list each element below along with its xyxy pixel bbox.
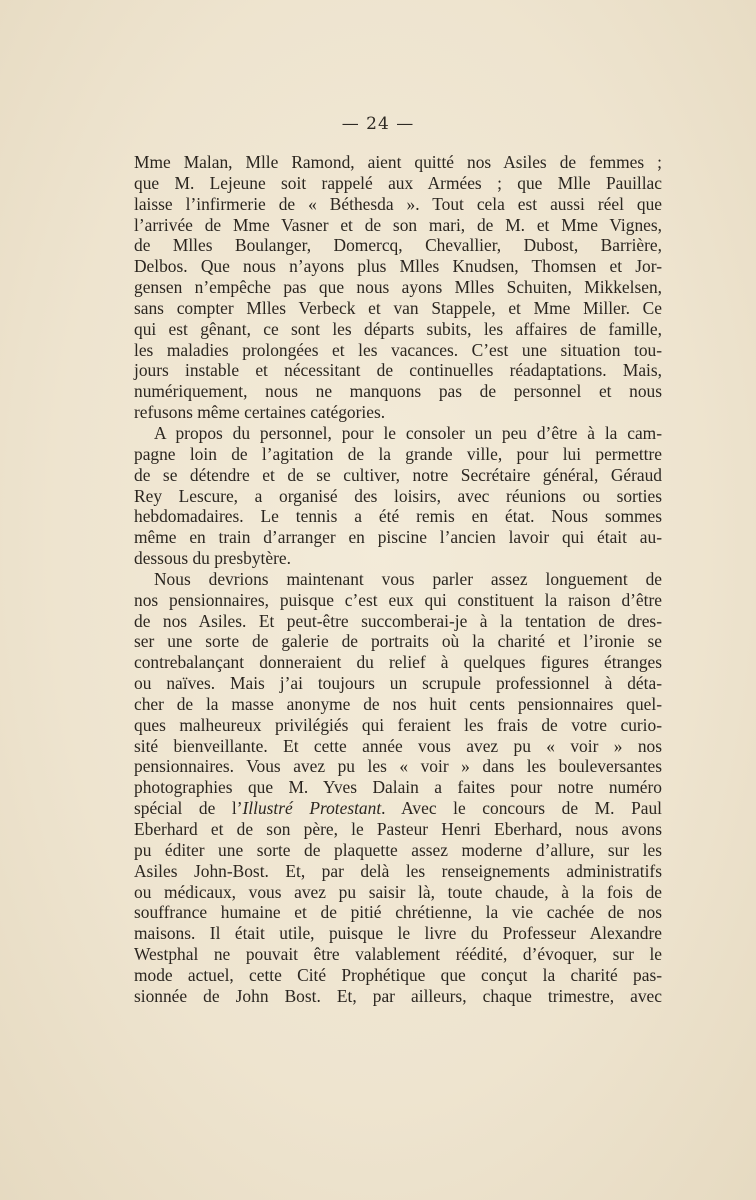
- text-line: de Mlles Boulanger, Domercq, Chevallier, Dubost, Barrière,: [134, 235, 662, 256]
- text-line: maisons. Il était utile, puisque le livre du Professeur Alexandre: [134, 923, 662, 944]
- text-line: sionnée de John Bost. Et, par ailleurs, chaque trimestre, avec: [134, 985, 662, 1006]
- text-line: Asiles John-Bost. Et, par delà les renseignements administratifs: [134, 860, 662, 881]
- text-line: [134, 798, 662, 819]
- text-line: hebdomadaires. Le tennis a été remis en état. Nous sommes: [134, 506, 662, 527]
- italic-title: Illustré Protestant: [242, 798, 382, 819]
- text-line: les maladies prolongées et les vacances. C’est une situation tou-: [134, 339, 662, 360]
- text-line: Delbos. Que nous n’ayons plus Mlles Knudsen, Thomsen et Jor-: [134, 256, 662, 277]
- text-line: l’arrivée de Mme Vasner et de son mari, de M. et Mme Vignes,: [134, 214, 662, 235]
- text-line: Nous devrions maintenant vous parler assez longuement de: [154, 568, 662, 589]
- text-line: qui est gênant, ce sont les départs subits, les affaires de famille,: [134, 318, 662, 339]
- text-segment: spécial de l’: [134, 798, 243, 819]
- text-line: cher de la masse anonyme de nos huit cents pensionnaires quel-: [134, 693, 662, 714]
- text-line: sans compter Mlles Verbeck et van Stappele, et Mme Miller. Ce: [134, 297, 662, 318]
- text-line: refusons même certaines catégories.: [134, 402, 386, 423]
- text-line: pagne loin de l’agitation de la grande ville, pour lui permettre: [134, 443, 662, 464]
- text-line: sité bienveillante. Et cette année vous avez pu « voir » nos: [134, 735, 662, 756]
- text-line: pensionnaires. Vous avez pu les « voir » dans les bouleversantes: [134, 756, 662, 777]
- text-line: mode actuel, cette Cité Prophétique que conçut la charité pas-: [134, 964, 662, 985]
- text-line: laisse l’infirmerie de « Béthesda ». Tout cela est aussi réel que: [134, 193, 662, 214]
- text-line: contrebalançant donneraient du relief à quelques figures étranges: [134, 652, 662, 673]
- body-text: [134, 152, 662, 1007]
- text-line: ser une sorte de galerie de portraits où la charité et l’ironie se: [134, 631, 662, 652]
- text-line: même en train d’arranger en piscine l’ancien lavoir qui était au-: [134, 527, 662, 548]
- text-line: pu éditer une sorte de plaquette assez moderne d’allure, sur les: [134, 839, 662, 860]
- text-line: gensen n’empêche pas que nous ayons Mlles Schuiten, Mikkelsen,: [134, 277, 662, 298]
- text-line: photographies que M. Yves Dalain a faites pour notre numéro: [134, 777, 662, 798]
- text-line: ou médicaux, vous avez pu saisir là, toute chaude, à la fois de: [134, 881, 662, 902]
- text-line: Westphal ne pouvait être valablement réédité, d’évoquer, sur le: [134, 944, 662, 965]
- text-line: numériquement, nous ne manquons pas de personnel et nous: [134, 381, 662, 402]
- text-line: ques malheureux privilégiés qui feraient les frais de votre curio-: [134, 714, 662, 735]
- text-line: ou naïves. Mais j’ai toujours un scrupule professionnel à déta-: [134, 673, 662, 694]
- page-number: — 24 —: [341, 114, 415, 134]
- text-segment: . Avec le concours de M. Paul: [381, 798, 662, 819]
- text-line: Mme Malan, Mlle Ramond, aient quitté nos Asiles de femmes ;: [134, 152, 662, 172]
- text-line: que M. Lejeune soit rappelé aux Armées ; que Mlle Pauillac: [134, 172, 662, 193]
- text-line: Rey Lescure, a organisé des loisirs, avec réunions ou sorties: [134, 485, 662, 506]
- text-line: de se détendre et de se cultiver, notre Secrétaire général, Géraud: [134, 464, 662, 485]
- text-line: Eberhard et de son père, le Pasteur Henri Eberhard, nous avons: [134, 819, 662, 839]
- text-line: jours instable et nécessitant de continuelles réadaptations. Mais,: [134, 360, 662, 381]
- text-line: de nos Asiles. Et peut-être succomberai-je à la tentation de dres-: [134, 610, 662, 631]
- text-line: dessous du presbytère.: [134, 548, 291, 569]
- text-line: A propos du personnel, pour le consoler un peu d’être à la cam-: [154, 422, 662, 443]
- text-line: nos pensionnaires, puisque c’est eux qui constituent la raison d’être: [134, 589, 662, 610]
- text-line: souffrance humaine et de pitié chrétienne, la vie cachée de nos: [134, 902, 662, 923]
